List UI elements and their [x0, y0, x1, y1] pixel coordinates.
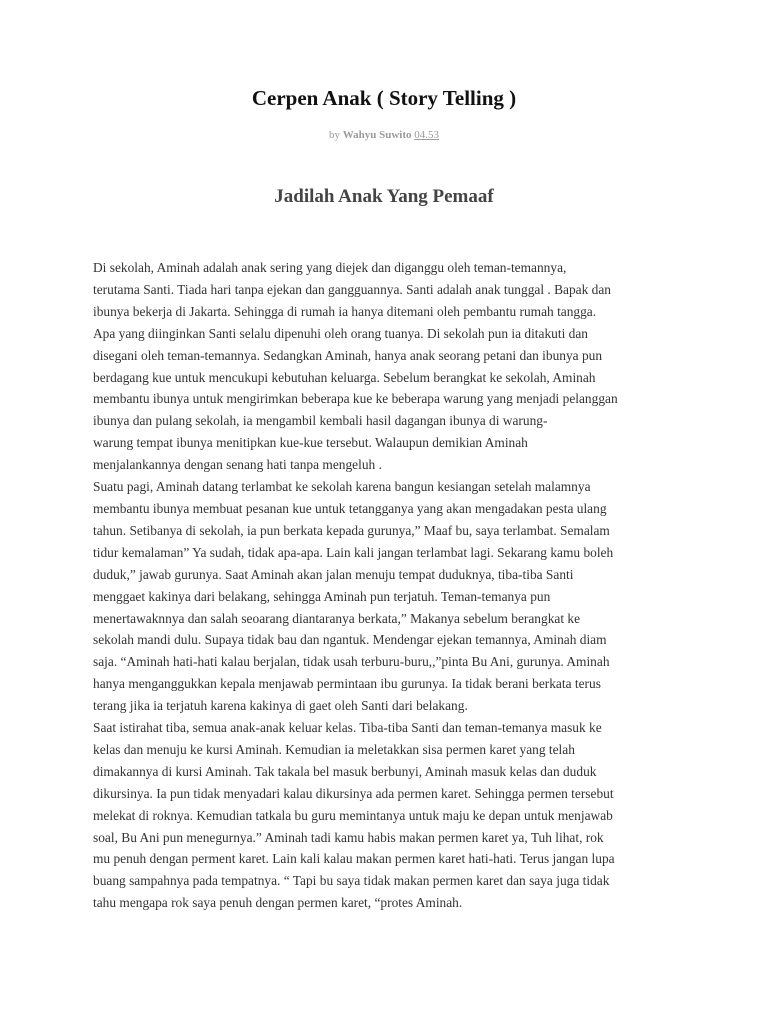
paragraph: Suatu pagi, Aminah datang terlambat ke sekolah karena bangun kesiangan setelah malamnya membantu ibunya membuat pesanan kue untuk tetangganya yang akan mengadakan pesta ulang tahun. Setibanya di sekolah, ia pun berkata kepada gurunya,” Maaf bu, saya terlambat. Semalam tidur kemalaman” Ya sudah, tidak apa-apa. Lain kali jangan terlambat lagi. Sekarang kamu boleh duduk,” jawab gurunya. Saat Aminah akan jalan menuju tempat duduknya, tiba-tiba Santi menggaet kakinya dari belakang, sehingga Aminah pun terjatuh. Teman-temanya pun menertawaknnya dan salah seoarang diantaranya berkata,” Makanya sebelum berangkat ke sekolah mandi dulu. Supaya tidak bau dan ngantuk. Mendengar ejekan temannya, Aminah diam saja. “Aminah hati-hati kalau berjalan, tidak usah terburu-buru,,”pinta Bu Ani, gurunya. Aminah hanya menganggukkan kepala menjawab permintaan ibu gurunya. Ia tidak berani berkata terus terang jika ia terjatuh karena kakinya di gaet oleh Santi dari belakang. [93, 479, 614, 714]
story-body [93, 257, 685, 914]
paragraph: Saat istirahat tiba, semua anak-anak keluar kelas. Tiba-tiba Santi dan teman-temanya masuk ke kelas dan menuju ke kursi Aminah. Kemudian ia meletakkan sisa permen karet yang telah dimakannya di kursi Aminah. Tak takala bel masuk berbunyi, Aminah masuk kelas dan duduk dikursinya. Ia pun tidak menyadari kalau dikursinya ada permen karet. Sehingga permen tersebut melekat di roknya. Kemudian tatkala bu guru memintanya untuk maju ke depan untuk menjawab soal, Bu Ani pun menegurnya.” Aminah tadi kamu habis makan permen karet ya, Tuh lihat, rok mu penuh dengan perment karet. Lain kali kalau makan permen karet hati-hati. Terus jangan lupa buang sampahnya pada tempatnya. “ Tapi bu saya tidak makan permen karet dan saya juga tidak tahu mengapa rok saya penuh dengan permen karet, “protes Aminah. [93, 720, 615, 911]
author-link[interactable]: Wahyu Suwito [342, 129, 412, 141]
page-title: Cerpen Anak ( Story Telling ) [251, 86, 517, 110]
story-subtitle: Jadilah Anak Yang Pemaaf [274, 186, 494, 207]
byline-prefix: by [328, 129, 340, 141]
paragraph: Di sekolah, Aminah adalah anak sering yang diejek dan diganggu oleh teman-temannya, terutama Santi. Tiada hari tanpa ejekan dan gangguannya. Santi adalah anak tunggal . Bapak dan ibunya bekerja di Jakarta. Sehingga di rumah ia hanya ditemani oleh pembantu rumah tangga. Apa yang diinginkan Santi selalu dipenuhi oleh orang tuanya. Di sekolah pun ia ditakuti dan disegani oleh teman-temannya. Sedangkan Aminah, hanya anak seorang petani dan ibunya pun berdagang kue untuk mencukupi kebutuhan keluarga. Sebelum berangkat ke sekolah, Aminah membantu ibunya untuk mengirimkan beberapa kue ke beberapa warung yang menjadi pelanggan ibunya dan pulang sekolah, ia mengambil kembali hasil dagangan ibunya di warung- warung tempat ibunya menitipkan kue-kue tersebut. Walaupun demikian Aminah menjalankannya dengan senang hati tanpa mengeluh . [93, 260, 618, 473]
post-time-link[interactable]: 04.53 [414, 129, 440, 141]
byline [0, 129, 768, 141]
